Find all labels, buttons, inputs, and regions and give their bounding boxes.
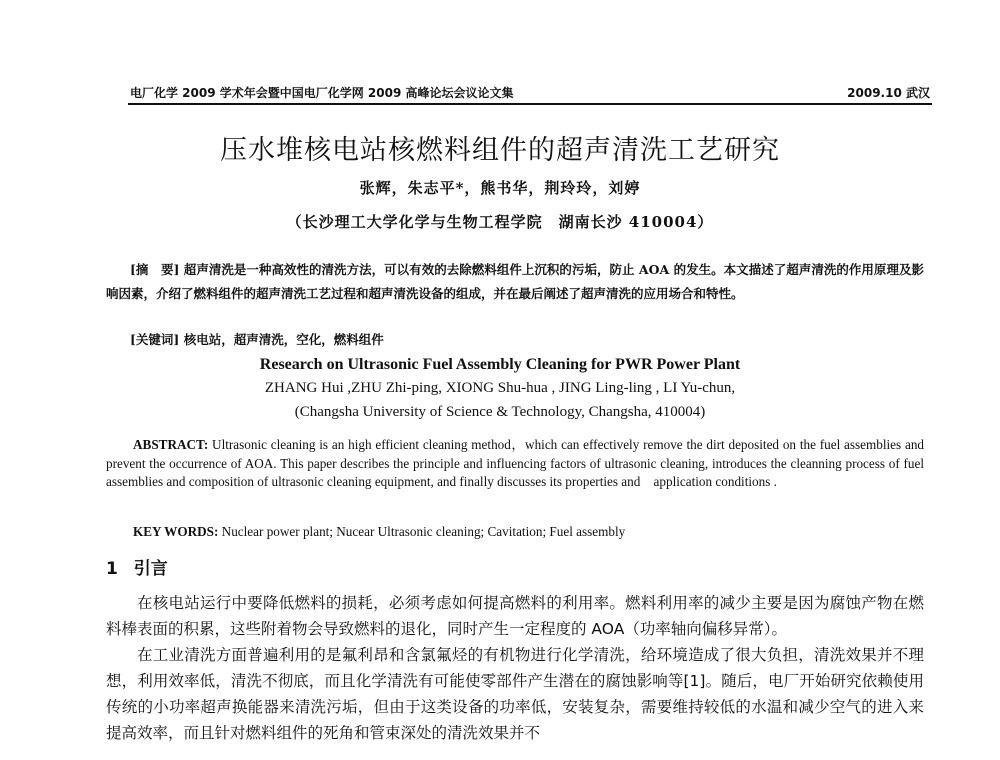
- abstract-en-text: Ultrasonic cleaning is an high efficient cleaning method，which can effectively remove the dirt deposited on the fuel assemblies and prevent the occurrence of AOA. This paper describes the principle and influencing factors of ultrasonic cleaning, introduces the cleanning process of fuel assemblies and composition of ultrasonic cleaning equipment, and finally discusses its properties and application conditions .: [106, 437, 925, 489]
- body-paragraph: 在核电站运行中要降低燃料的损耗，必须考虑如何提高燃料的利用率。燃料利用率的减少主要是因为腐蚀产物在燃料棒表面的积累，这些附着物会导致燃料的退化，同时产生一定程度的 AOA（功率轴向偏移异常）。: [106, 594, 924, 638]
- keywords-cn-text: 核电站，超声清洗，空化，燃料组件: [183, 332, 384, 347]
- authors-en: ZHANG Hui ,ZHU Zhi-ping, XIONG Shu-hua , JING Ling-ling , LI Yu-chun,: [264, 380, 736, 396]
- keywords-en-label: KEY WORDS:: [133, 524, 219, 539]
- running-header-right: 2009.10 武汉: [847, 86, 930, 100]
- section-title: 引言: [133, 559, 168, 579]
- abstract-en-label: ABSTRACT:: [133, 437, 209, 452]
- abstract-cn-label: [摘 要]: [130, 262, 180, 277]
- body-text: [106, 590, 924, 746]
- abstract-en: [106, 436, 924, 492]
- authors-cn: 张辉，朱志平*，熊书华，荆玲玲，刘婷: [359, 179, 641, 197]
- affiliation-en: (Changsha University of Science & Technology, Changsha, 410004): [294, 404, 706, 420]
- keywords-cn: [130, 330, 924, 348]
- body-paragraph: 在工业清洗方面普遍利用的是氟利昂和含氯氟烃的有机物进行化学清洗，给环境造成了很大负担，清洗效果并不理想，利用效率低，清洗不彻底，而且化学清洗有可能使零部件产生潜在的腐蚀影响等[1]。随后，电厂开始研究依赖使用传统的小功率超声换能器来清洗污垢，但由于这类设备的功率低，安装复杂，需要维持较低的水温和减少空气的进入来提高效率，而且针对燃料组件的死角和管束深处的清洗效果并不: [106, 646, 924, 742]
- paper-title-cn: 压水堆核电站核燃料组件的超声清洗工艺研究: [220, 135, 780, 166]
- section-number: 1: [106, 559, 118, 579]
- paper-title-en: Research on Ultrasonic Fuel Assembly Cleaning for PWR Power Plant: [259, 356, 741, 373]
- header-rule: [128, 103, 932, 105]
- keywords-en: [133, 524, 924, 540]
- running-header-left: 电厂化学 2009 学术年会暨中国电厂化学网 2009 高峰论坛会议论文集: [130, 86, 514, 100]
- keywords-en-text: Nuclear power plant; Nucear Ultrasonic cleaning; Cavitation; Fuel assembly: [221, 524, 626, 539]
- keywords-cn-label: [关键词]: [130, 332, 180, 347]
- abstract-cn-text: 超声清洗是一种高效性的清洗方法，可以有效的去除燃料组件上沉积的污垢，防止 AOA 的发生。本文描述了超声清洗的作用原理及影响因素，介绍了燃料组件的超声清洗工艺过程和超声清洗设备的组成，并在最后阐述了超声清洗的应用场合和特性。: [106, 262, 924, 301]
- affiliation-cn: （长沙理工大学化学与生物工程学院 湖南长沙 410004）: [286, 213, 714, 231]
- section-heading: [106, 554, 168, 579]
- abstract-cn: [106, 258, 924, 306]
